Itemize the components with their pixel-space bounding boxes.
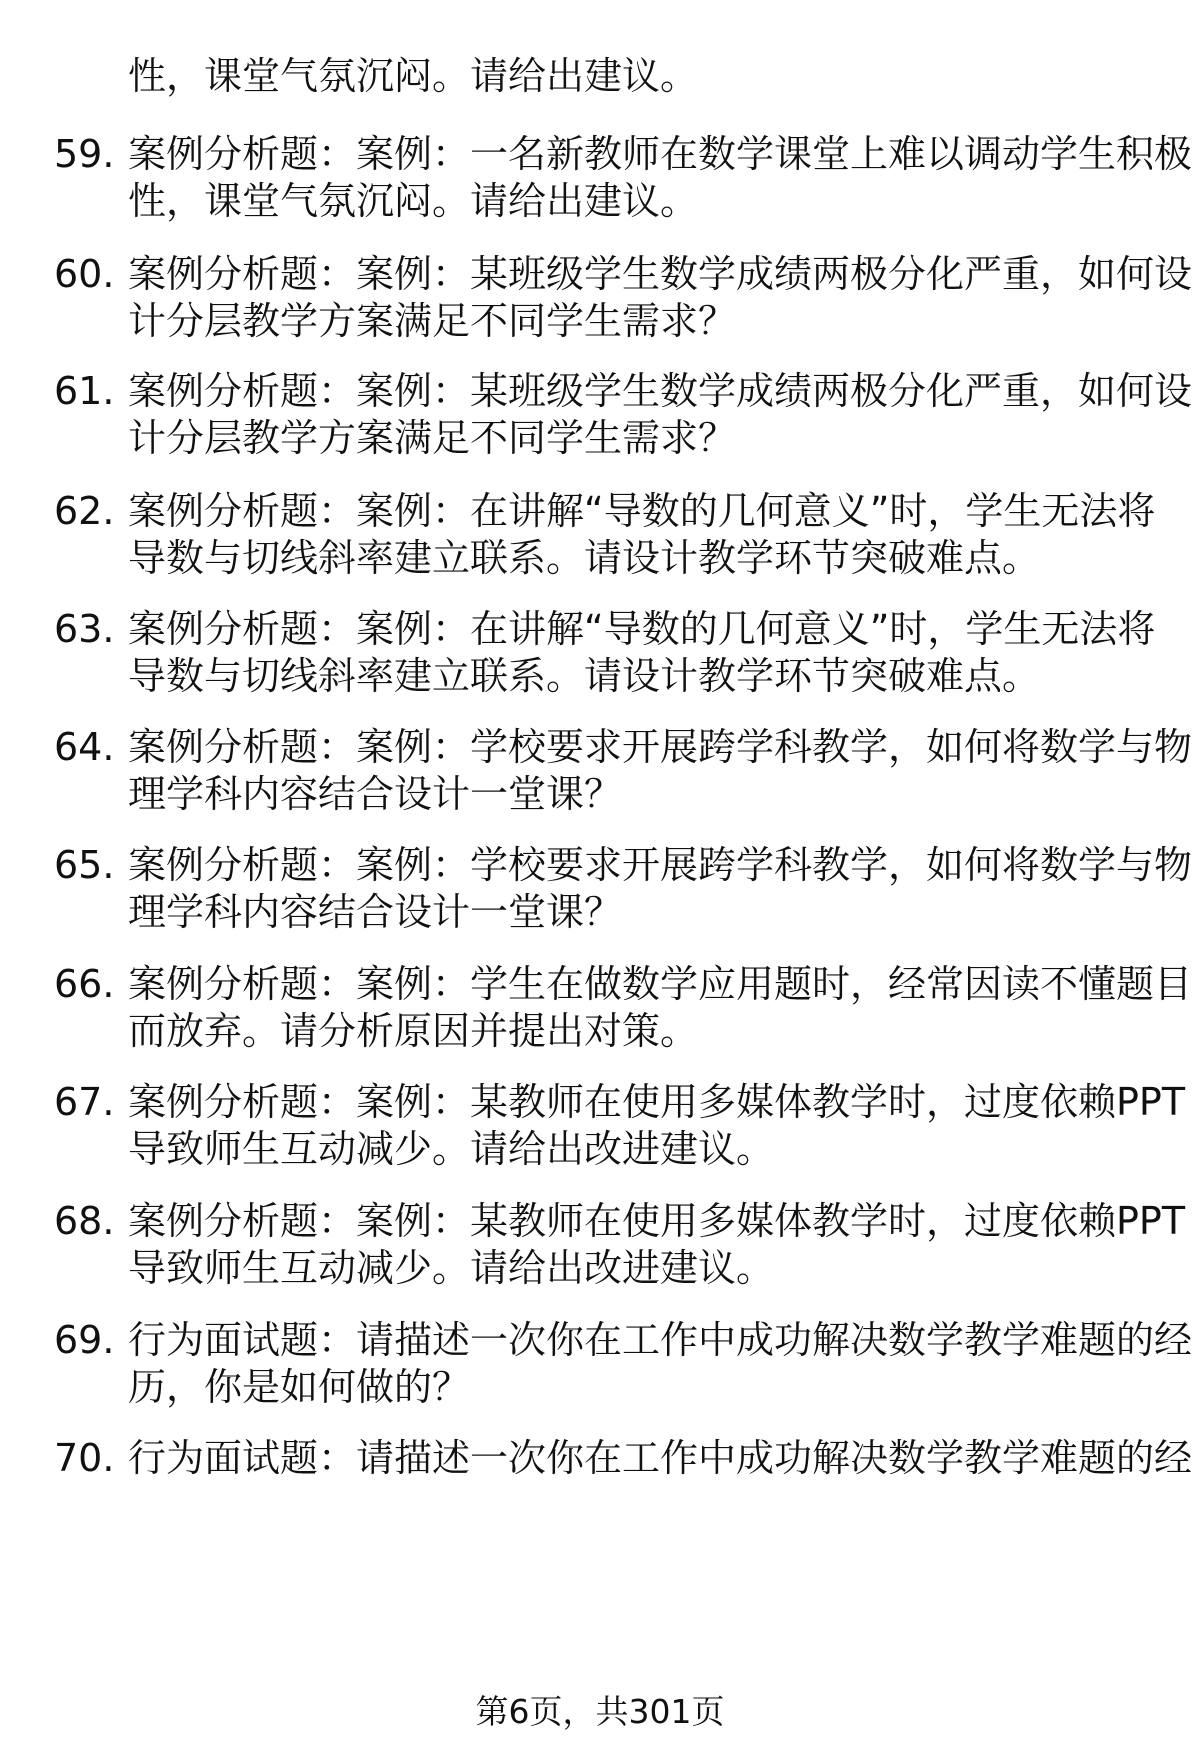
item-line: 性，课堂气氛沉闷。请给出建议。 [128, 179, 699, 223]
item-line: 计分层教学方案满足不同学生需求？ [128, 416, 737, 460]
item-number: 62. [54, 489, 115, 533]
item-number: 63. [54, 607, 115, 651]
item-number: 59. [54, 132, 115, 176]
page-footer: 第6页，共301页 [475, 1692, 725, 1731]
item-line: 导致师生互动减少。请给出改进建议。 [128, 1127, 775, 1171]
item-line: 理学科内容结合设计一堂课？ [128, 890, 623, 934]
continued-line: 性，课堂气氛沉闷。请给出建议。 [128, 54, 699, 98]
item-line: 案例分析题：案例：某教师在使用多媒体教学时，过度依赖PPT [128, 1199, 1186, 1243]
item-line: 计分层教学方案满足不同学生需求？ [128, 299, 737, 343]
item-number: 66. [54, 962, 115, 1006]
item-line: 导数与切线斜率建立联系。请设计教学环节突破难点。 [128, 536, 1041, 580]
item-line: 案例分析题：案例：某教师在使用多媒体教学时，过度依赖PPT [128, 1080, 1186, 1124]
item-number: 69. [54, 1318, 115, 1362]
item-number: 67. [54, 1080, 115, 1124]
item-line: 理学科内容结合设计一堂课？ [128, 772, 623, 816]
item-line: 案例分析题：案例：某班级学生数学成绩两极分化严重，如何设 [128, 369, 1193, 413]
item-line: 行为面试题：请描述一次你在工作中成功解决数学教学难题的经 [128, 1318, 1193, 1362]
item-number: 61. [54, 369, 115, 413]
item-line: 案例分析题：案例：在讲解“导数的几何意义”时，学生无法将 [128, 489, 1156, 533]
item-line: 案例分析题：案例：学校要求开展跨学科教学，如何将数学与物 [128, 725, 1193, 769]
item-line: 行为面试题：请描述一次你在工作中成功解决数学教学难题的经 [128, 1436, 1193, 1480]
item-line: 而放弃。请分析原因并提出对策。 [128, 1009, 699, 1053]
item-number: 64. [54, 725, 115, 769]
item-line: 案例分析题：案例：一名新教师在数学课堂上难以调动学生积极 [128, 132, 1193, 176]
item-line: 案例分析题：案例：学生在做数学应用题时，经常因读不懂题目 [128, 962, 1193, 1006]
item-line: 案例分析题：案例：某班级学生数学成绩两极分化严重，如何设 [128, 252, 1193, 296]
item-line: 导数与切线斜率建立联系。请设计教学环节突破难点。 [128, 654, 1041, 698]
item-number: 65. [54, 843, 115, 887]
item-number: 60. [54, 252, 115, 296]
item-line: 导致师生互动减少。请给出改进建议。 [128, 1246, 775, 1290]
item-number: 70. [54, 1436, 115, 1480]
item-line: 案例分析题：案例：在讲解“导数的几何意义”时，学生无法将 [128, 607, 1156, 651]
item-number: 68. [54, 1199, 115, 1243]
item-line: 历，你是如何做的？ [128, 1365, 471, 1409]
item-line: 案例分析题：案例：学校要求开展跨学科教学，如何将数学与物 [128, 843, 1193, 887]
